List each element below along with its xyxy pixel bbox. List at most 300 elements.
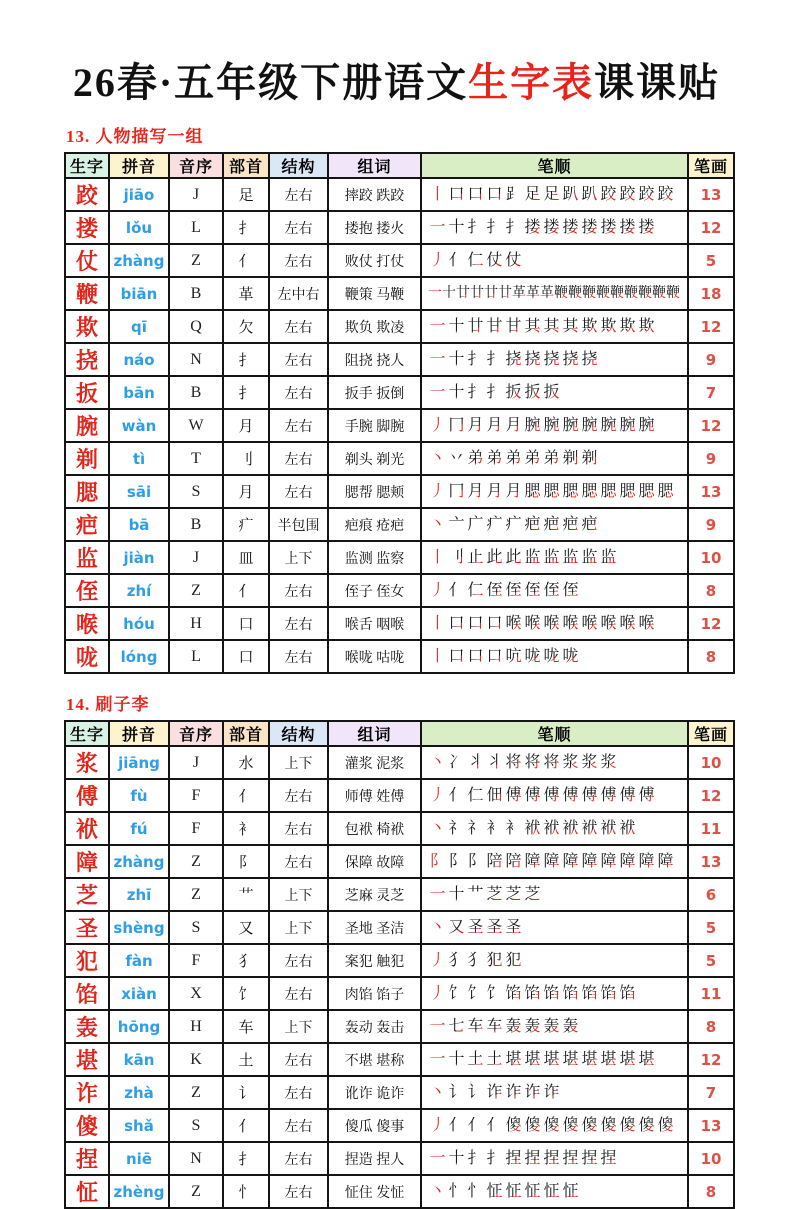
stroke-order-sequence [422,783,687,809]
stroke-order-sequence [422,347,687,373]
vocab-table-lesson-14 [64,720,733,1209]
stroke-step-glyph: 袱 [542,816,561,842]
words-cell: 扳手 扳倒 [328,376,421,409]
stroke-step-glyph: ⻊ [504,182,523,208]
stroke-step-glyph: 堪 [523,1047,542,1073]
stroke-step-glyph: 袱 [523,816,542,842]
char-cell: 欺 [65,310,109,343]
pinyin-cell: lǒu [109,211,169,244]
pinyin-cell: fú [109,812,169,845]
pinyin-cell: zhī [109,878,169,911]
stroke-step-glyph: 怔 [485,1179,504,1205]
stroke_order-cell [421,508,688,541]
char-cell: 诈 [65,1076,109,1109]
stroke-step-glyph: 冂 [447,479,466,505]
stroke-step-glyph: 馅 [542,981,561,1007]
stroke_order-cell [421,211,688,244]
stroke-step-glyph: 侄 [485,578,504,604]
stroke-step-glyph: 丿 [428,783,447,809]
stroke_order-cell [421,475,688,508]
stroke-order-sequence [422,1047,687,1073]
stroke-step-glyph: 搂 [542,215,561,241]
pinyin-cell: jiàn [109,541,169,574]
stroke-step-glyph: 疒 [485,512,504,538]
stroke_order-cell [421,845,688,878]
radical-cell: 口 [223,607,269,640]
stroke_order-cell [421,244,688,277]
stroke-step-glyph: 十 [447,1146,466,1172]
stroke-step-glyph: 疤 [561,512,580,538]
stroke-step-glyph: 仁 [466,578,485,604]
stroke-step-glyph: 车 [466,1014,485,1040]
stroke-step-glyph: 丶 [428,1179,447,1205]
content-area [64,122,733,1209]
stroke-step-glyph: 刂 [447,545,466,571]
stroke-step-glyph: 扳 [523,380,542,406]
stroke-order-sequence [422,816,687,842]
initial-cell: L [169,640,223,673]
stroke-step-glyph: 足 [542,182,561,208]
words-cell: 肉馅 馅子 [328,977,421,1010]
stroke-step-glyph: 廿 [484,281,498,307]
char-cell: 仗 [65,244,109,277]
stroke-step-glyph: 诈 [542,1080,561,1106]
radical-cell: 又 [223,911,269,944]
stroke-step-glyph: 傅 [637,783,656,809]
radical-cell: 饣 [223,977,269,1010]
pinyin-cell: jiāng [109,746,169,779]
stroke-step-glyph: 口 [466,182,485,208]
vocab-table [64,152,735,674]
stroke-step-glyph: 搂 [618,215,637,241]
radical-cell: 口 [223,640,269,673]
stroke-step-glyph: 浆 [580,750,599,776]
stroke-step-glyph: 口 [485,644,504,670]
stroke-order-sequence [422,948,687,974]
stroke-step-glyph: 馅 [618,981,637,1007]
stroke_count-cell: 18 [688,277,734,310]
pinyin-cell: jiāo [109,178,169,211]
stroke-step-glyph: 喉 [523,611,542,637]
stroke-step-glyph: 扌 [504,215,523,241]
stroke-step-glyph: 此 [485,545,504,571]
structure-cell: 上下 [269,746,328,779]
stroke_order-cell [421,1142,688,1175]
stroke-step-glyph: 车 [485,1014,504,1040]
stroke-order-sequence [422,578,687,604]
stroke-step-glyph: 鞭 [596,281,610,307]
stroke-step-glyph: 欺 [580,314,599,340]
stroke-step-glyph: 丿 [428,413,447,439]
stroke-step-glyph: 鞭 [610,281,624,307]
stroke_count-cell: 8 [688,574,734,607]
stroke-step-glyph: 傅 [523,783,542,809]
stroke-step-glyph: 喉 [542,611,561,637]
stroke-step-glyph: 欺 [618,314,637,340]
stroke-step-glyph: 讠 [447,1080,466,1106]
table-row [65,911,734,944]
stroke-order-sequence [422,849,687,875]
stroke-step-glyph: 怔 [561,1179,580,1205]
stroke-step-glyph: 监 [599,545,618,571]
initial-cell: W [169,409,223,442]
stroke-step-glyph: 革 [540,281,554,307]
words-cell: 芝麻 灵芝 [328,878,421,911]
stroke-step-glyph: 一 [428,1014,447,1040]
stroke-step-glyph: 口 [485,611,504,637]
structure-cell: 左右 [269,310,328,343]
words-cell: 败仗 打仗 [328,244,421,277]
pinyin-cell: niē [109,1142,169,1175]
stroke-step-glyph: 犭 [447,948,466,974]
stroke_count-cell: 10 [688,1142,734,1175]
stroke-step-glyph: 革 [512,281,526,307]
initial-cell: Z [169,1175,223,1208]
radical-cell: 阝 [223,845,269,878]
page-title-suffix: 课课贴 [594,60,721,105]
stroke-step-glyph: 障 [618,849,637,875]
stroke-step-glyph: 芝 [504,882,523,908]
stroke-step-glyph: 口 [485,182,504,208]
stroke-step-glyph: 丿 [428,948,447,974]
radical-cell: 扌 [223,1142,269,1175]
structure-cell: 左中右 [269,277,328,310]
stroke-step-glyph: 足 [523,182,542,208]
stroke-step-glyph: 傻 [504,1113,523,1139]
stroke-step-glyph: 丿 [428,1113,447,1139]
stroke-order-sequence [422,512,687,538]
words-cell: 包袱 椅袱 [328,812,421,845]
char-cell: 喉 [65,607,109,640]
stroke_count-cell: 9 [688,343,734,376]
structure-cell: 左右 [269,640,328,673]
stroke-step-glyph: 喉 [599,611,618,637]
stroke-order-sequence [422,413,687,439]
stroke-step-glyph: 障 [580,849,599,875]
stroke-step-glyph: 廿 [470,281,484,307]
stroke-step-glyph: 礻 [447,816,466,842]
stroke-step-glyph: 亠 [447,512,466,538]
stroke-step-glyph: 堪 [542,1047,561,1073]
stroke-order-sequence [422,611,687,637]
stroke-step-glyph: 丨 [428,611,447,637]
stroke_count-cell: 8 [688,1175,734,1208]
stroke-step-glyph: 监 [542,545,561,571]
structure-cell: 左右 [269,944,328,977]
page-title-highlight: 生字表 [468,60,595,105]
structure-cell: 左右 [269,409,328,442]
stroke-step-glyph: 傻 [656,1113,675,1139]
stroke-step-glyph: 口 [447,611,466,637]
words-cell: 保障 故障 [328,845,421,878]
structure-cell: 左右 [269,244,328,277]
stroke-step-glyph: 亻 [485,1113,504,1139]
stroke-step-glyph: 将 [523,750,542,776]
pinyin-cell: zhà [109,1076,169,1109]
stroke-step-glyph: 其 [561,314,580,340]
stroke-step-glyph: 侄 [542,578,561,604]
structure-cell: 左右 [269,1175,328,1208]
stroke_order-cell [421,310,688,343]
initial-cell: N [169,1142,223,1175]
stroke-step-glyph: 扳 [504,380,523,406]
stroke-step-glyph: 一 [428,1047,447,1073]
stroke-step-glyph: 堪 [618,1047,637,1073]
stroke-step-glyph: 口 [466,611,485,637]
pinyin-cell: xiàn [109,977,169,1010]
char-cell: 监 [65,541,109,574]
initial-cell: Z [169,878,223,911]
stroke-step-glyph: 十 [442,281,456,307]
stroke-step-glyph: 弟 [523,446,542,472]
stroke-step-glyph: 欺 [599,314,618,340]
stroke-step-glyph: 一 [428,215,447,241]
stroke_order-cell [421,277,688,310]
words-cell: 摔跤 跌跤 [328,178,421,211]
column-header-initial: 音序 [169,721,223,746]
stroke-step-glyph: 喉 [561,611,580,637]
table-row [65,508,734,541]
stroke-step-glyph: 丿 [428,248,447,274]
stroke-step-glyph: 丿 [428,479,447,505]
stroke_count-cell: 12 [688,211,734,244]
stroke-step-glyph: 月 [485,479,504,505]
column-header-char: 生字 [65,721,109,746]
radical-cell: 亻 [223,779,269,812]
stroke-step-glyph: 圣 [466,915,485,941]
column-header-words: 组词 [328,721,421,746]
initial-cell: B [169,508,223,541]
stroke-step-glyph: 丶 [428,446,447,472]
structure-cell: 左右 [269,812,328,845]
stroke-step-glyph: 诈 [523,1080,542,1106]
stroke_order-cell [421,607,688,640]
structure-cell: 左右 [269,1043,328,1076]
stroke-step-glyph: 扌 [485,215,504,241]
stroke-order-sequence [422,479,687,505]
stroke-step-glyph: 跤 [599,182,618,208]
stroke-step-glyph: 丨 [428,545,447,571]
char-cell: 剃 [65,442,109,475]
initial-cell: F [169,944,223,977]
words-cell: 傻瓜 傻事 [328,1109,421,1142]
stroke-step-glyph: 土 [485,1047,504,1073]
pinyin-cell: bān [109,376,169,409]
stroke-step-glyph: 喉 [504,611,523,637]
table-row [65,178,734,211]
stroke-step-glyph: 阝 [466,849,485,875]
stroke-step-glyph: 鞭 [554,281,568,307]
stroke-step-glyph: 咙 [561,644,580,670]
pinyin-cell: hōng [109,1010,169,1043]
stroke_order-cell [421,779,688,812]
words-cell: 侄子 侄女 [328,574,421,607]
initial-cell: Z [169,244,223,277]
stroke-step-glyph: 傅 [599,783,618,809]
stroke-step-glyph: 月 [504,413,523,439]
stroke-step-glyph: 障 [656,849,675,875]
stroke-step-glyph: 丨 [428,644,447,670]
stroke_count-cell: 8 [688,1010,734,1043]
initial-cell: J [169,746,223,779]
structure-cell: 左右 [269,475,328,508]
stroke-step-glyph: 十 [447,882,466,908]
pinyin-cell: zhí [109,574,169,607]
stroke-step-glyph: 衤 [504,816,523,842]
stroke-order-sequence [422,182,687,208]
header-row [65,153,734,178]
initial-cell: Z [169,1076,223,1109]
stroke-step-glyph: 袱 [580,816,599,842]
stroke-order-sequence [422,644,687,670]
stroke-step-glyph: 馅 [599,981,618,1007]
structure-cell: 左右 [269,1142,328,1175]
stroke-step-glyph: 冂 [447,413,466,439]
words-cell: 剃头 剃光 [328,442,421,475]
radical-cell: 艹 [223,878,269,911]
stroke-step-glyph: 傻 [561,1113,580,1139]
words-cell: 师傅 姓傅 [328,779,421,812]
stroke_count-cell: 12 [688,779,734,812]
initial-cell: T [169,442,223,475]
pinyin-cell: qī [109,310,169,343]
stroke-step-glyph: 鞭 [652,281,666,307]
char-cell: 堪 [65,1043,109,1076]
stroke_count-cell: 10 [688,541,734,574]
stroke-step-glyph: 仁 [466,783,485,809]
structure-cell: 左右 [269,977,328,1010]
stroke-step-glyph: 扌 [485,347,504,373]
stroke-step-glyph: 亻 [447,248,466,274]
stroke-step-glyph: 浆 [599,750,618,776]
stroke_count-cell: 5 [688,244,734,277]
pinyin-cell: náo [109,343,169,376]
words-cell: 讹诈 诡诈 [328,1076,421,1109]
stroke_order-cell [421,178,688,211]
words-cell: 怔住 发怔 [328,1175,421,1208]
table-row [65,574,734,607]
stroke-step-glyph: 傻 [580,1113,599,1139]
stroke-step-glyph: 将 [504,750,523,776]
initial-cell: B [169,376,223,409]
stroke-step-glyph: 芝 [523,882,542,908]
stroke-step-glyph: 鞭 [624,281,638,307]
stroke-step-glyph: 廿 [456,281,470,307]
pinyin-cell: wàn [109,409,169,442]
stroke-step-glyph: 侄 [523,578,542,604]
stroke-step-glyph: 捏 [542,1146,561,1172]
words-cell: 欺负 欺凌 [328,310,421,343]
column-header-stroke_count: 笔画 [688,721,734,746]
stroke_count-cell: 12 [688,409,734,442]
radical-cell: 刂 [223,442,269,475]
stroke-step-glyph: 趴 [580,182,599,208]
structure-cell: 上下 [269,541,328,574]
table-row [65,1043,734,1076]
stroke-order-sequence [422,215,687,241]
stroke-step-glyph: 腮 [561,479,580,505]
stroke-step-glyph: 傅 [504,783,523,809]
stroke-step-glyph: 鞭 [666,281,680,307]
stroke-step-glyph: 监 [523,545,542,571]
stroke-step-glyph: 丨 [428,182,447,208]
char-cell: 扳 [65,376,109,409]
table-row [65,211,734,244]
char-cell: 袱 [65,812,109,845]
radical-cell: 忄 [223,1175,269,1208]
stroke-step-glyph: 剃 [561,446,580,472]
stroke-step-glyph: 十 [447,1047,466,1073]
stroke-step-glyph: 疤 [542,512,561,538]
stroke-step-glyph: 傻 [637,1113,656,1139]
stroke-step-glyph: 腕 [618,413,637,439]
stroke_order-cell [421,1010,688,1043]
stroke-step-glyph: 堪 [561,1047,580,1073]
radical-cell: 犭 [223,944,269,977]
words-cell: 轰动 轰击 [328,1010,421,1043]
stroke_order-cell [421,977,688,1010]
table-row [65,442,734,475]
column-header-stroke_order: 笔顺 [421,153,688,178]
column-header-radical: 部首 [223,721,269,746]
stroke-step-glyph: 喉 [580,611,599,637]
table-row [65,944,734,977]
radical-cell: 扌 [223,376,269,409]
stroke-step-glyph: 傅 [580,783,599,809]
stroke-step-glyph: 堪 [637,1047,656,1073]
stroke_order-cell [421,1076,688,1109]
stroke-step-glyph: 十 [447,380,466,406]
char-cell: 圣 [65,911,109,944]
initial-cell: F [169,812,223,845]
stroke-step-glyph: 堪 [504,1047,523,1073]
structure-cell: 上下 [269,878,328,911]
initial-cell: L [169,211,223,244]
stroke-order-sequence [422,750,687,776]
stroke-step-glyph: 衤 [485,816,504,842]
words-cell: 手腕 脚腕 [328,409,421,442]
structure-cell: 左右 [269,211,328,244]
stroke_count-cell: 8 [688,640,734,673]
stroke-step-glyph: 腕 [523,413,542,439]
pinyin-cell: fù [109,779,169,812]
radical-cell: 疒 [223,508,269,541]
stroke_order-cell [421,376,688,409]
stroke-step-glyph: 广 [466,512,485,538]
char-cell: 腮 [65,475,109,508]
stroke-step-glyph: 搂 [523,215,542,241]
stroke-step-glyph: 亻 [447,1113,466,1139]
stroke-step-glyph: 月 [466,479,485,505]
stroke-step-glyph: 廿 [498,281,512,307]
char-cell: 浆 [65,746,109,779]
table-row [65,1142,734,1175]
stroke-step-glyph: 其 [542,314,561,340]
table-row [65,376,734,409]
stroke-order-sequence [422,314,687,340]
stroke-step-glyph: 芝 [485,882,504,908]
stroke-step-glyph: 疤 [523,512,542,538]
stroke-order-sequence [422,915,687,941]
stroke-step-glyph: 腮 [656,479,675,505]
stroke-step-glyph: 障 [637,849,656,875]
stroke-step-glyph: 一 [428,347,447,373]
structure-cell: 左右 [269,376,328,409]
stroke_order-cell [421,812,688,845]
stroke-step-glyph: 讠 [466,1080,485,1106]
char-cell: 腕 [65,409,109,442]
stroke-step-glyph: 堪 [580,1047,599,1073]
